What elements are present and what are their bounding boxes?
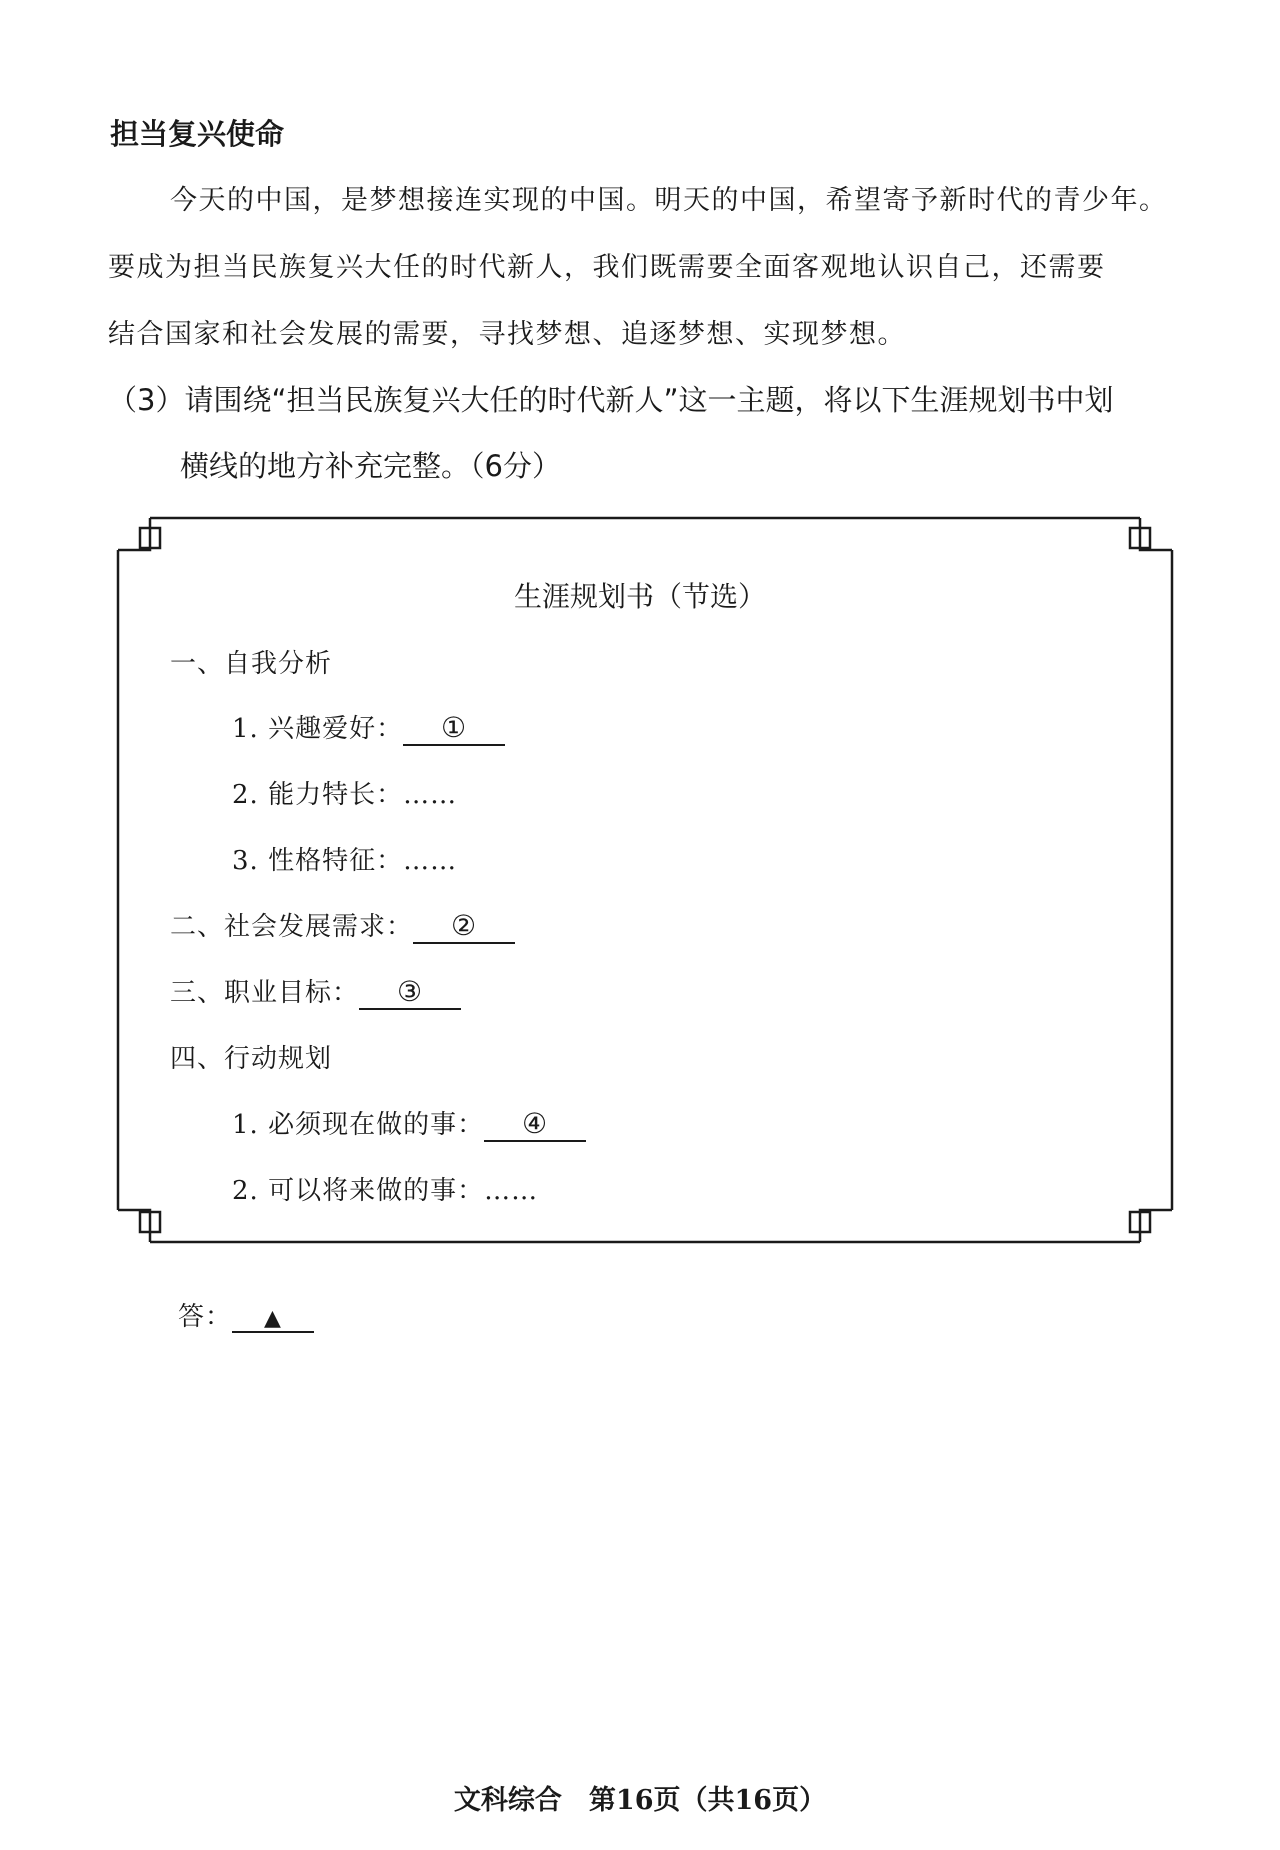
do-later-item: 2. 可以将来做的事：…… [232,1176,539,1206]
interest-label: 1. 兴趣爱好： [232,714,404,744]
section-title: 担当复兴使命 [110,117,285,151]
do-now-item [232,1104,586,1142]
paragraph-line-1: 今天的中国，是梦想接连实现的中国。明天的中国，希望寄予新时代的青少年。 [170,185,1168,216]
paragraph-line-2: 要成为担当民族复兴大任的时代新人，我们既需要全面客观地认识自己，还需要 [108,252,1106,283]
personality-item: 3. 性格特征：…… [232,846,458,876]
action-plan-heading: 四、行动规划 [170,1044,333,1074]
answer-label: 答： [178,1302,233,1332]
question-line-1: （3）请围绕“担当民族复兴大任的时代新人”这一主题，将以下生涯规划书中划 [108,383,1114,417]
plan-title: 生涯规划书（节选） [513,580,766,613]
blank-1[interactable]: ① [403,711,505,746]
answer-blank[interactable]: ▲ [232,1306,314,1333]
question-line-2: 横线的地方补充完整。（6分） [180,449,561,483]
do-now-label: 1. 必须现在做的事： [232,1110,485,1140]
career-goal-label: 三、职业目标： [170,978,360,1008]
ability-item: 2. 能力特长：…… [232,780,458,810]
self-analysis-heading: 一、自我分析 [170,649,333,679]
social-needs-label: 二、社会发展需求： [170,912,414,942]
blank-2[interactable]: ② [413,909,515,944]
answer-line [178,1296,314,1333]
social-needs-item [170,906,515,944]
blank-3[interactable]: ③ [359,975,461,1010]
blank-4[interactable]: ④ [484,1107,586,1142]
page-footer: 文科综合 第16页（共16页） [453,1785,827,1816]
paragraph-line-3: 结合国家和社会发展的需要，寻找梦想、追逐梦想、实现梦想。 [108,319,906,350]
career-goal-item [170,972,461,1010]
interest-item [232,708,505,746]
